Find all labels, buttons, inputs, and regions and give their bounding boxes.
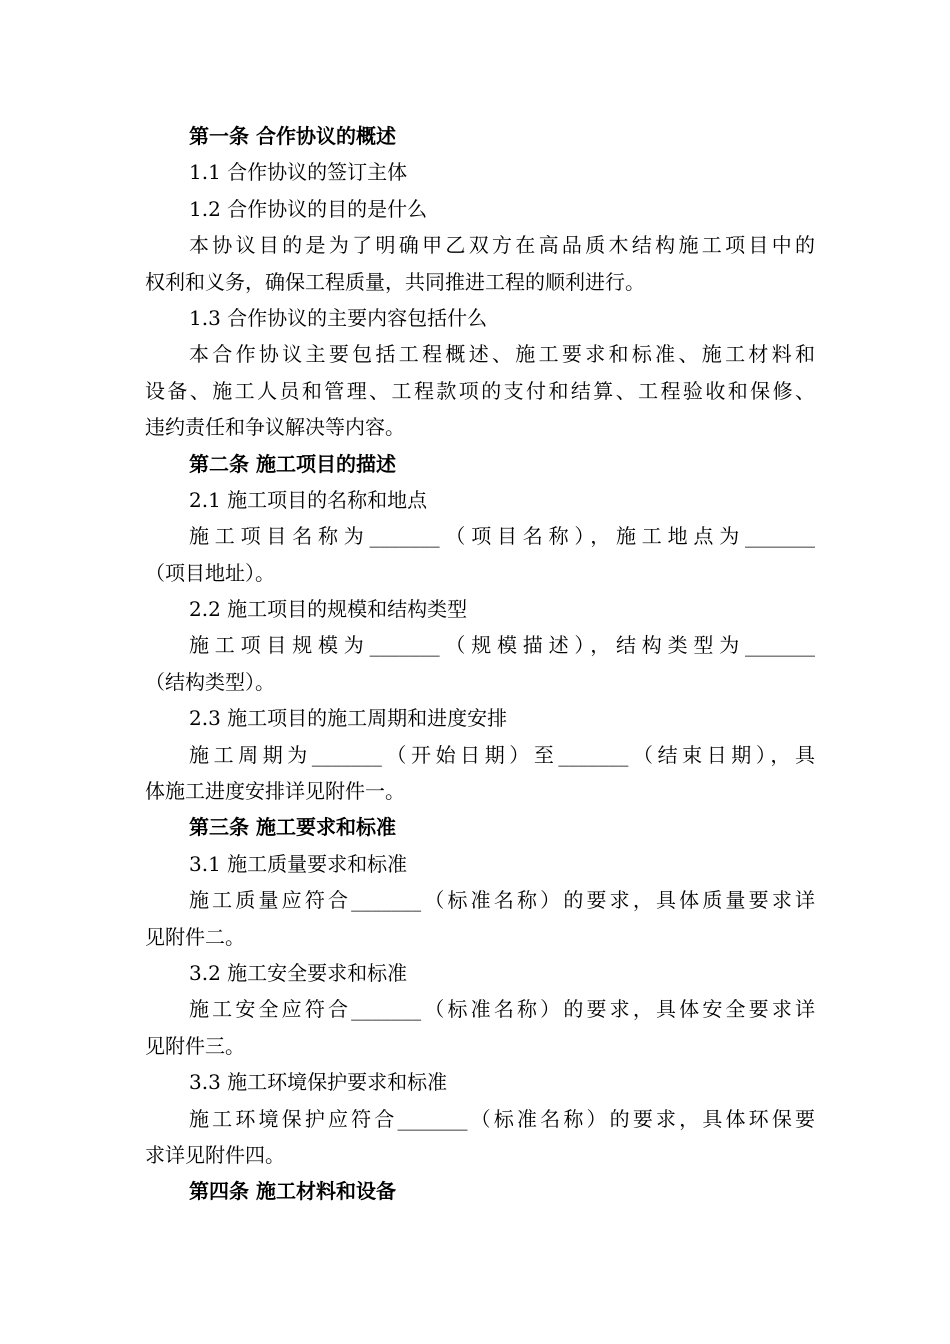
paragraph-line: 权利和义务，确保工程质量，共同推进工程的顺利进行。: [145, 269, 645, 294]
paragraph-line: 施工安全应符合_______（标准名称）的要求，具体安全要求详: [189, 997, 815, 1022]
subsection-heading: 1.1 合作协议的签订主体: [189, 160, 408, 185]
subsection-heading: 2.1 施工项目的名称和地点: [189, 487, 428, 512]
paragraph-line: 求详见附件四。: [145, 1142, 285, 1167]
subsection-heading: 3.3 施工环境保护要求和标准: [189, 1070, 448, 1095]
subsection-heading: 2.3 施工项目的施工周期和进度安排: [189, 706, 508, 731]
paragraph-line: 本合作协议主要包括工程概述、施工要求和标准、施工材料和: [189, 342, 815, 367]
paragraph-line: 体施工进度安排详见附件一。: [145, 779, 405, 804]
paragraph-line: 施工周期为_______（开始日期）至_______（结束日期），具: [189, 742, 815, 767]
section-heading: 第三条 施工要求和标准: [189, 815, 396, 840]
paragraph-line: （结构类型）。: [145, 669, 275, 694]
paragraph-line: 施工项目规模为_______（规模描述），结构类型为_______: [189, 633, 815, 658]
paragraph-line: 施工环境保护应符合_______（标准名称）的要求，具体环保要: [189, 1106, 815, 1131]
section-heading: 第二条 施工项目的描述: [189, 451, 396, 476]
document-page: [145, 118, 815, 1210]
paragraph-line: 违约责任和争议解决等内容。: [145, 415, 405, 440]
subsection-heading: 3.1 施工质量要求和标准: [189, 851, 408, 876]
paragraph-line: （项目地址）。: [145, 560, 275, 585]
paragraph-line: 见附件二。: [145, 924, 245, 949]
paragraph-line: 设备、施工人员和管理、工程款项的支付和结算、工程验收和保修、: [145, 378, 815, 403]
paragraph-line: 施工质量应符合_______（标准名称）的要求，具体质量要求详: [189, 888, 815, 913]
section-heading: 第一条 合作协议的概述: [189, 124, 396, 148]
subsection-heading: 3.2 施工安全要求和标准: [189, 960, 408, 985]
paragraph-line: 施工项目名称为_______（项目名称），施工地点为_______: [189, 524, 815, 549]
subsection-heading: 2.2 施工项目的规模和结构类型: [189, 597, 468, 622]
subsection-heading: 1.3 合作协议的主要内容包括什么: [189, 305, 488, 330]
section-heading: 第四条 施工材料和设备: [189, 1179, 396, 1204]
paragraph-line: 本协议目的是为了明确甲乙双方在高品质木结构施工项目中的: [189, 233, 815, 258]
subsection-heading: 1.2 合作协议的目的是什么: [189, 196, 428, 221]
paragraph-line: 见附件三。: [145, 1033, 245, 1058]
